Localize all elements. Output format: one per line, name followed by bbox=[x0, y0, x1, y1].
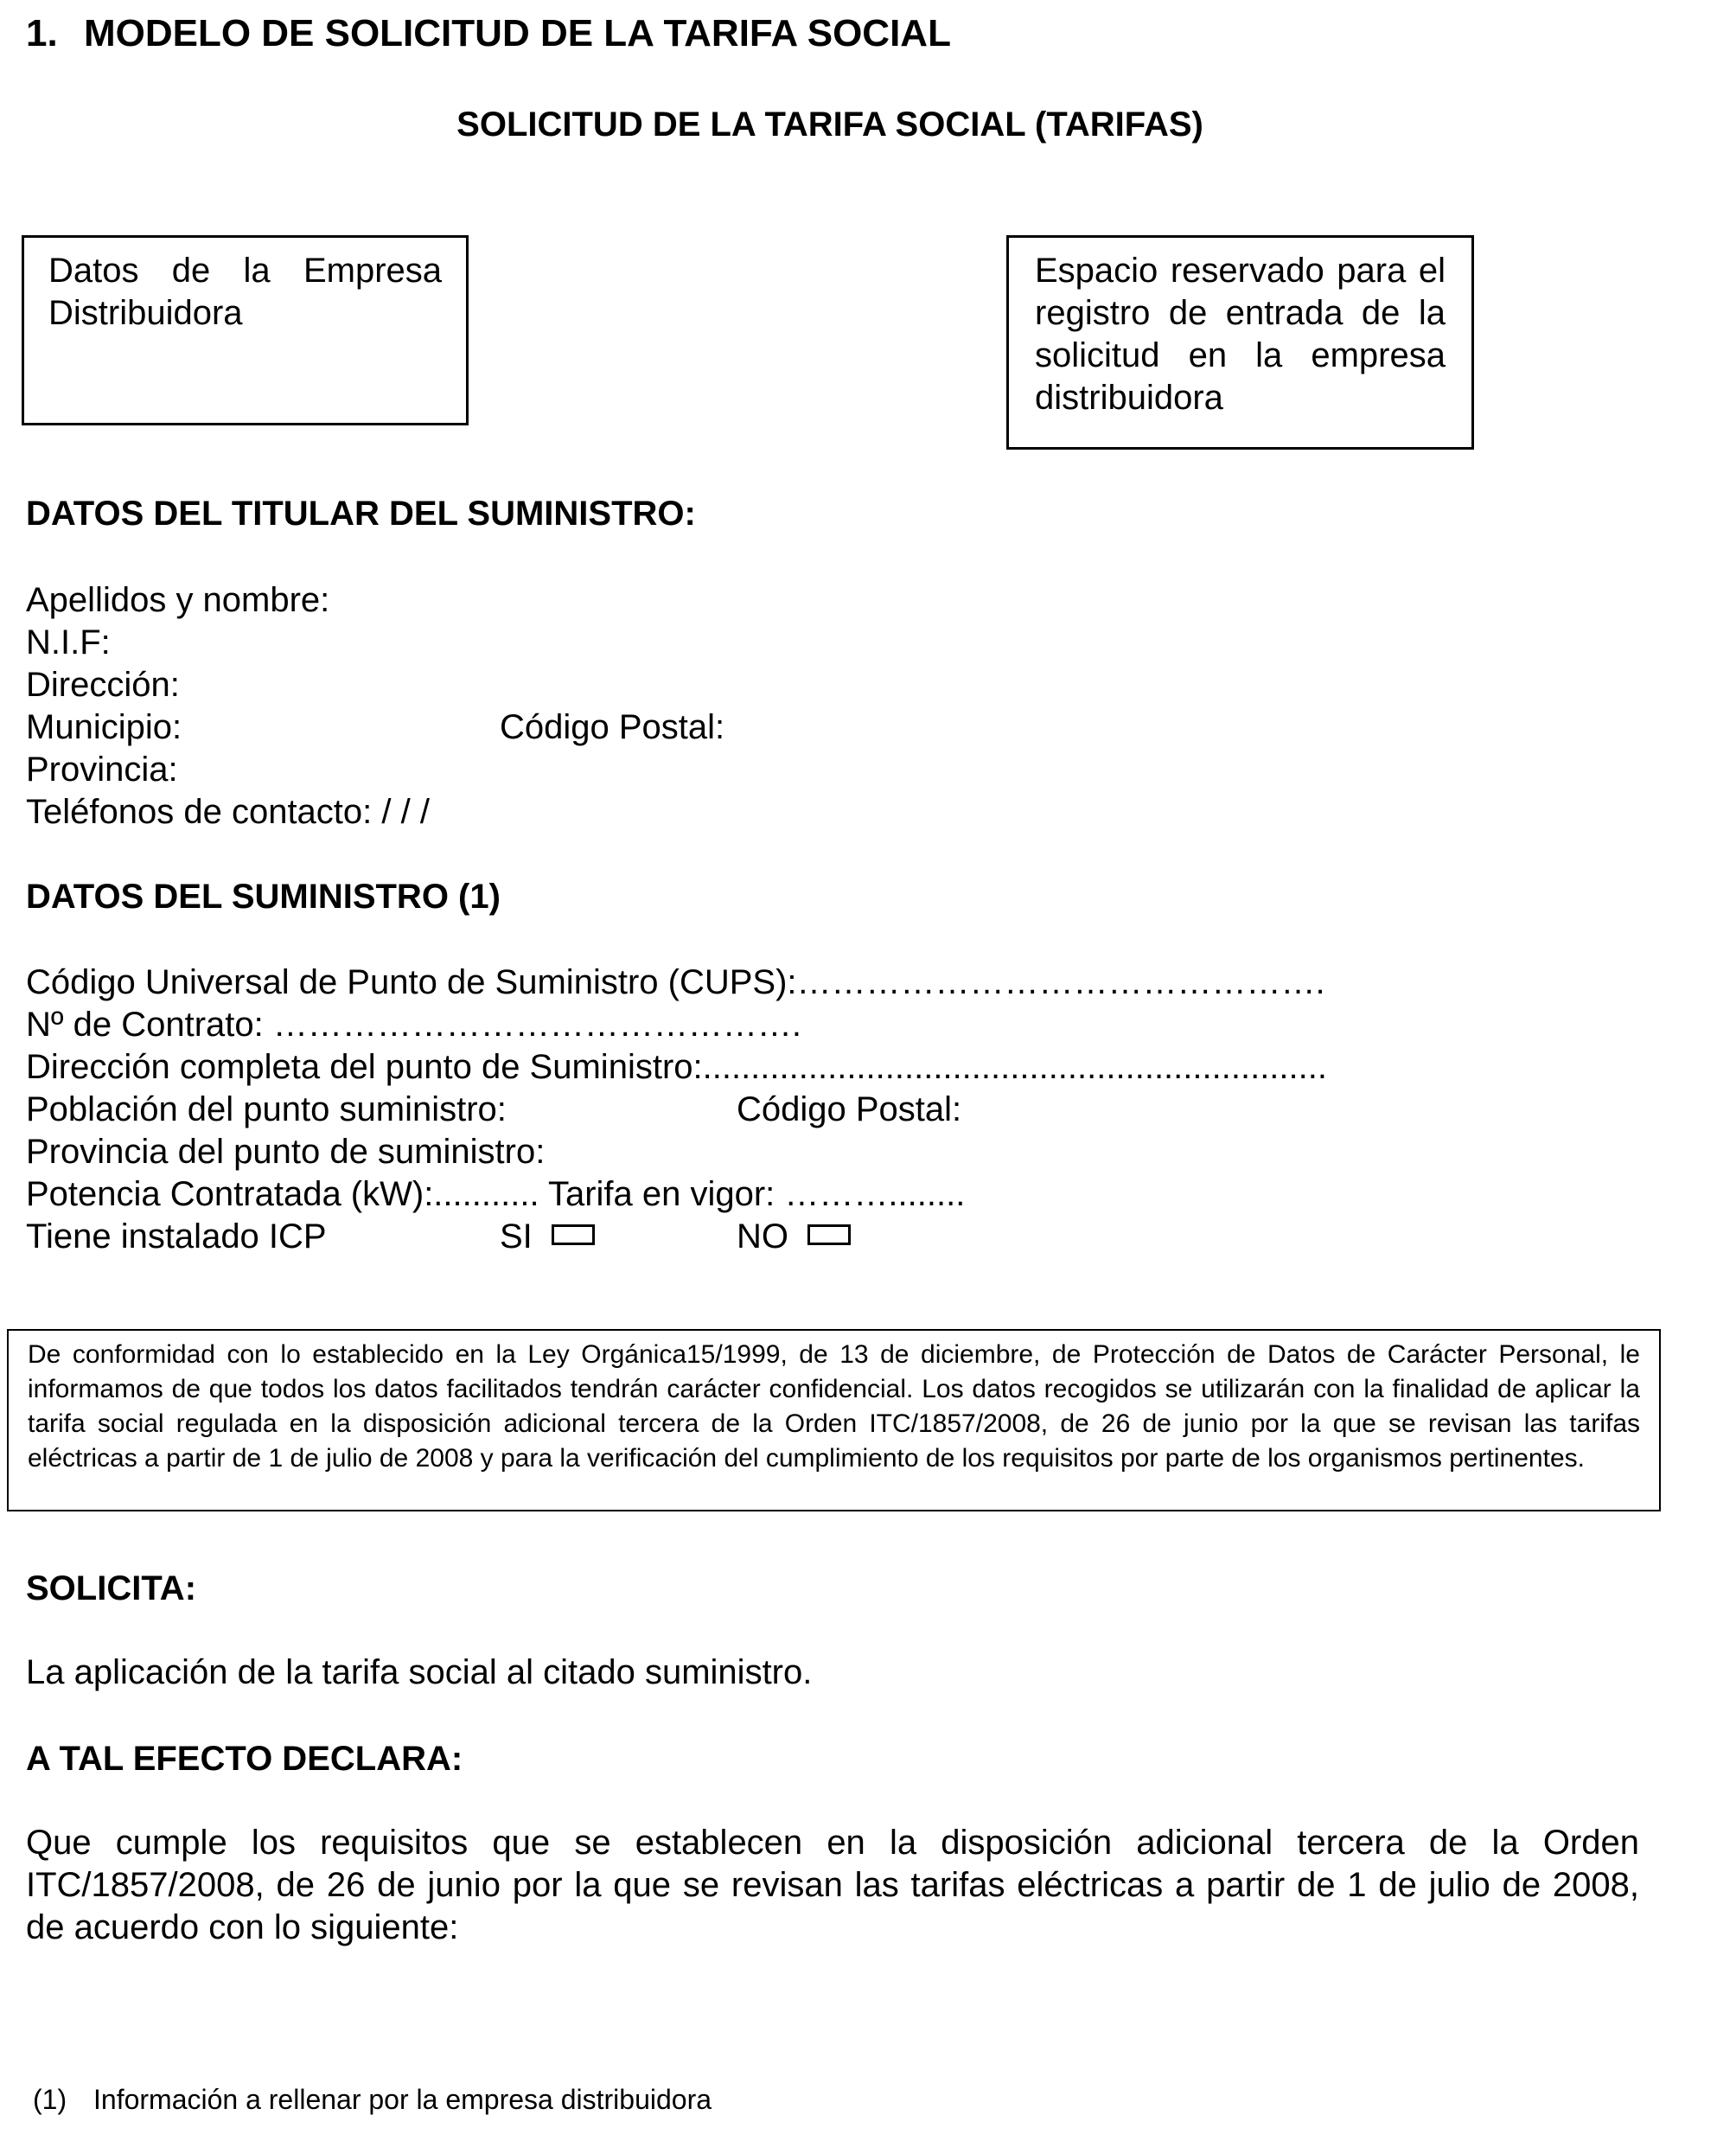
solicita-heading: SOLICITA: bbox=[26, 1569, 197, 1607]
section-title: MODELO DE SOLICITUD DE LA TARIFA SOCIAL bbox=[83, 12, 951, 54]
poblacion-label: Población del punto suministro: bbox=[26, 1090, 507, 1128]
icp-no-option[interactable] bbox=[737, 1216, 851, 1258]
icp-no-label: NO bbox=[737, 1217, 788, 1256]
cups-field: Código Universal de Punto de Suministro (CUPS):………………………………………. bbox=[26, 963, 1325, 1001]
apellidos-label: Apellidos y nombre: bbox=[26, 581, 330, 619]
provincia-suministro-label: Provincia del punto de suministro: bbox=[26, 1133, 546, 1171]
contrato-field: Nº de Contrato: ………………………………………. bbox=[26, 1006, 801, 1044]
icp-si-option[interactable] bbox=[500, 1216, 595, 1258]
data-protection-notice bbox=[7, 1329, 1661, 1511]
footnote-text: Información a rellenar por la empresa distribuidora bbox=[93, 2084, 712, 2115]
provincia-label: Provincia: bbox=[26, 751, 178, 789]
telefonos-label: Teléfonos de contacto: / / / bbox=[26, 793, 430, 831]
solicita-text: La aplicación de la tarifa social al citado suministro. bbox=[26, 1653, 813, 1691]
suministro-heading: DATOS DEL SUMINISTRO (1) bbox=[26, 878, 501, 916]
page-title bbox=[26, 12, 951, 55]
direccion-suministro-field: Dirección completa del punto de Suministro:................................................................. bbox=[26, 1048, 1327, 1086]
data-protection-text: De conformidad con lo establecido en la Ley Orgánica15/1999, de 13 de diciembre, de Protección de Datos de Carácter Personal, le informamos de que todos los datos facilitados tendrán carácter confidencial. Los datos recogidos se utilizarán con la finalidad de aplicar la tarifa social regulada en la disposición adicional tercera de la Orden ITC/1857/2008, de 26 de junio por la que se revisan las tarifas eléctricas a partir de 1 de julio de 2008 y para la verificación del cumplimiento de los requisitos por parte de los organismos pertinentes. bbox=[28, 1340, 1640, 1473]
footnote bbox=[33, 2084, 712, 2116]
nif-label: N.I.F: bbox=[26, 623, 111, 661]
form-subtitle: SOLICITUD DE LA TARIFA SOCIAL (TARIFAS) bbox=[456, 105, 1203, 144]
direccion-label: Dirección: bbox=[26, 666, 180, 704]
registry-reserved-box bbox=[1006, 235, 1474, 450]
icp-no-checkbox[interactable] bbox=[807, 1224, 851, 1245]
icp-si-checkbox[interactable] bbox=[552, 1224, 595, 1245]
codigo-postal-label: Código Postal: bbox=[500, 708, 725, 746]
distributor-data-box bbox=[22, 235, 469, 425]
section-number: 1. bbox=[26, 12, 58, 54]
distributor-data-label: Datos de la Empresa Distribuidora bbox=[48, 252, 442, 332]
municipio-label: Municipio: bbox=[26, 708, 182, 746]
declara-heading: A TAL EFECTO DECLARA: bbox=[26, 1740, 463, 1778]
titular-heading: DATOS DEL TITULAR DEL SUMINISTRO: bbox=[26, 495, 696, 533]
icp-label: Tiene instalado ICP bbox=[26, 1217, 327, 1256]
registry-reserved-label: Espacio reservado para el registro de entrada de la solicitud en la empresa distribuidora bbox=[1035, 252, 1446, 417]
footnote-number: (1) bbox=[33, 2084, 67, 2115]
suministro-codigo-postal-label: Código Postal: bbox=[737, 1090, 962, 1128]
declara-text: Que cumple los requisitos que se establecen en la disposición adicional tercera de la Orden ITC/1857/2008, de 26 de junio por la que se revisan las tarifas eléctricas a partir de 1 de julio de 2008, de acuerdo con lo siguiente: bbox=[26, 1824, 1639, 1946]
icp-si-label: SI bbox=[500, 1217, 533, 1256]
potencia-tarifa-field: Potencia Contratada (kW):........... Tarifa en vigor: ………........ bbox=[26, 1175, 966, 1213]
